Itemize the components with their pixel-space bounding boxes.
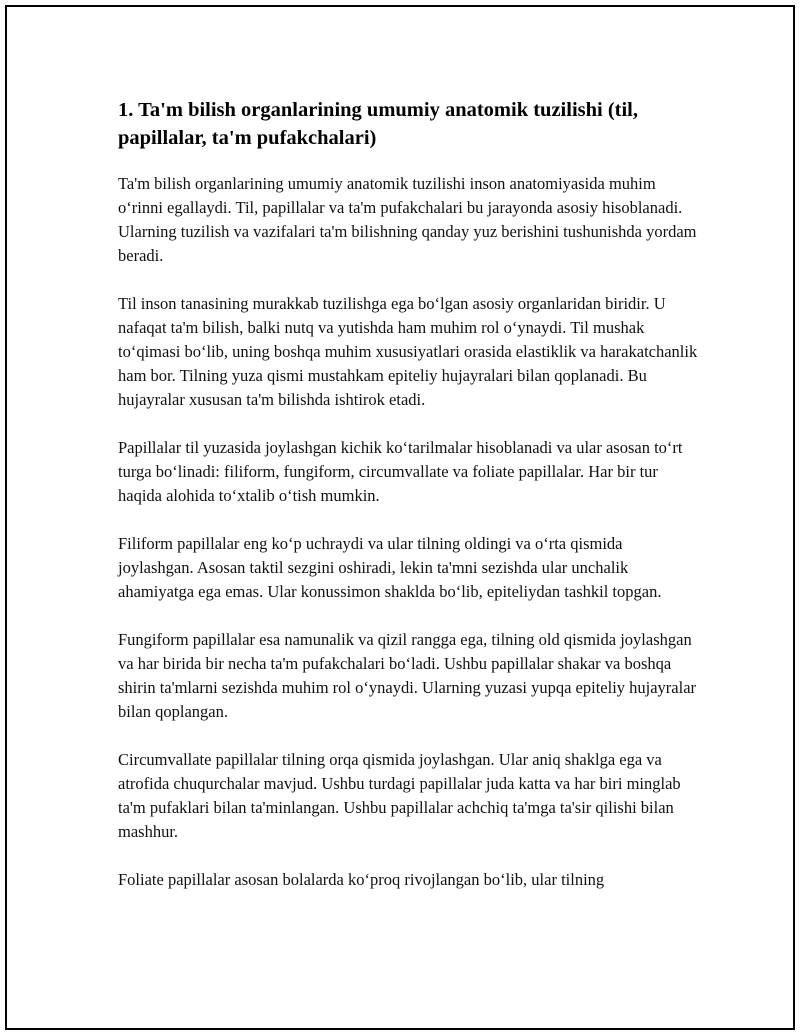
paragraph-filiform: Filiform papillalar eng koʻp uchraydi va ular tilning oldingi va oʻrta qismida joylashgan. Asosan taktil sezgini oshiradi, lekin ta'mni sezishda ular unchalik ahamiyatga ega emas. Ular konussimon shaklda boʻlib, epiteliydan tashkil topgan. xyxy=(118,534,662,601)
document-page xyxy=(5,5,795,1030)
paragraph-papillae-types: Papillalar til yuzasida joylashgan kichik koʻtarilmalar hisoblanadi va ular asosan toʻrt turga boʻlinadi: filiform, fungiform, circumvallate va foliate papillalar. Har bir tur haqida alohida toʻxtalib oʻtish mumkin. xyxy=(118,438,683,505)
paragraph-fungiform: Fungiform papillalar esa namunalik va qizil rangga ega, tilning old qismida joylashgan va har birida bir necha ta'm pufakchalari boʻladi. Ushbu papillalar shakar va boshqa shirin ta'mlarni sezishda muhim rol oʻynaydi. Ularning yuzasi yupqa epiteliy hujayralar bilan qoplangan. xyxy=(118,630,697,721)
paragraph-circumvallate: Circumvallate papillalar tilning orqa qismida joylashgan. Ular aniq shaklga ega va atrofida chuqurchalar mavjud. Ushbu turdagi papillalar juda katta va har biri minglab ta'm pufaklari bilan ta'minlangan. Ushbu papillalar achchiq ta'mga ta'sir qilishi bilan mashhur. xyxy=(118,750,681,841)
paragraph-foliate: Foliate papillalar asosan bolalarda koʻproq rivojlangan boʻlib, ular tilning xyxy=(118,870,605,889)
document-content xyxy=(118,96,698,916)
paragraph-tongue: Til inson tanasining murakkab tuzilishga ega boʻlgan asosiy organlaridan biridir. U nafaqat ta'm bilish, balki nutq va yutishda ham muhim rol oʻynaydi. Til mushak toʻqimasi boʻlib, uning boshqa muhim xususiyatlari orasida elastiklik va harakatchanlik ham bor. Tilning yuza qismi mustahkam epiteliy hujayralari bilan qoplanadi. Bu hujayralar xususan ta'm bilishda ishtirok etadi. xyxy=(118,294,698,409)
section-title: 1. Ta'm bilish organlarining umumiy anatomik tuzilishi (til, papillalar, ta'm pufakchalari) xyxy=(118,99,639,149)
paragraph-intro: Ta'm bilish organlarining umumiy anatomik tuzilishi inson anatomiyasida muhim oʻrinni egallaydi. Til, papillalar va ta'm pufakchalari bu jarayonda asosiy hisoblanadi. Ularning tuzilish va vazifalari ta'm bilishning qanday yuz berishini tushunishda yordam beradi. xyxy=(118,174,697,265)
